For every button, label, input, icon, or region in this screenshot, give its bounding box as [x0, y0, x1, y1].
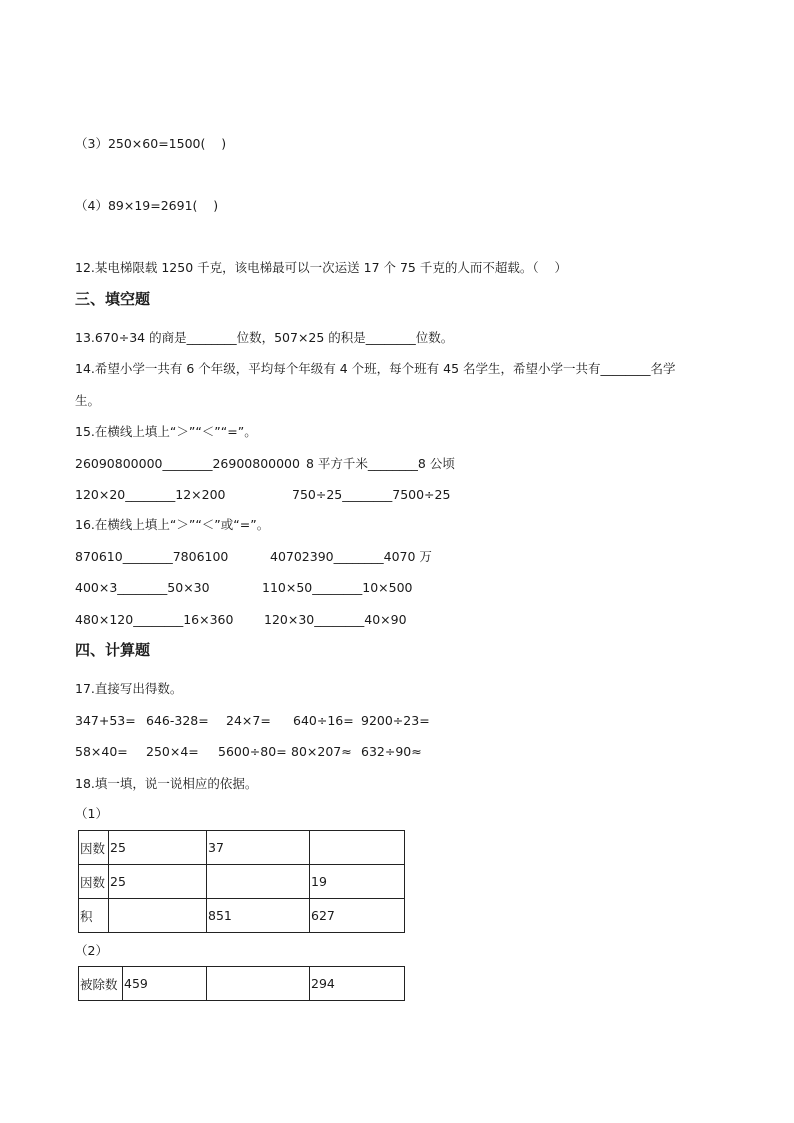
table-cell: 因数 [79, 865, 109, 899]
calc-item: 250×4= [146, 744, 199, 759]
table-cell [109, 899, 207, 933]
table-cell: 被除数 [79, 967, 123, 1001]
table-cell [207, 865, 310, 899]
table-row [79, 899, 405, 933]
table-cell: 37 [207, 831, 310, 865]
question-16-title: 16.在横线上填上“＞”“＜”或“=”。 [75, 517, 270, 532]
q16-item: 870610________7806100 [75, 549, 229, 564]
table-cell: 851 [207, 899, 310, 933]
calc-item: 347+53= [75, 713, 136, 728]
table-row [79, 831, 405, 865]
table-cell: 627 [310, 899, 405, 933]
q16-item: 110×50________10×500 [262, 580, 413, 595]
question-14-line-1: 14.希望小学一共有 6 个年级，平均每个年级有 4 个班，每个班有 45 名学生，希望小学一共有________名学 [75, 361, 676, 376]
q15-item: 8 平方千米________8 公顷 [306, 456, 455, 471]
q16-item: 480×120________16×360 [75, 612, 234, 627]
question-4: （4）89×19=2691( ) [75, 198, 219, 213]
calc-item: 5600÷80= [218, 744, 287, 759]
calc-item: 80×207≈ [291, 744, 352, 759]
q16-item: 400×3________50×30 [75, 580, 210, 595]
table-cell: 25 [109, 865, 207, 899]
table-cell: 19 [310, 865, 405, 899]
dividend-table [78, 966, 405, 1001]
question-3: （3）250×60=1500( ) [75, 136, 227, 151]
q16-item: 40702390________4070 万 [270, 549, 432, 564]
section-4-heading: 四、计算题 [75, 641, 151, 659]
q15-item: 26090800000________26900800000 [75, 456, 300, 471]
table-cell [207, 967, 310, 1001]
question-17-title: 17.直接写出得数。 [75, 681, 183, 696]
table-row [79, 967, 405, 1001]
question-14-line-2: 生。 [75, 393, 101, 408]
calc-item: 24×7= [226, 713, 271, 728]
table-cell: 积 [79, 899, 109, 933]
question-15-title: 15.在横线上填上“＞”“＜”“=”。 [75, 424, 257, 439]
section-3-heading: 三、填空题 [75, 290, 151, 308]
calc-item: 58×40= [75, 744, 128, 759]
q15-item: 750÷25________7500÷25 [292, 487, 451, 502]
question-18-title: 18.填一填，说一说相应的依据。 [75, 776, 258, 791]
calc-item: 640÷16= [293, 713, 354, 728]
q16-item: 120×30________40×90 [264, 612, 407, 627]
question-13: 13.670÷34 的商是________位数，507×25 的积是________位数。 [75, 330, 454, 345]
part-2-label: （2） [75, 943, 108, 958]
calc-item: 632÷90≈ [361, 744, 422, 759]
question-12: 12.某电梯限载 1250 千克，该电梯最可以一次运送 17 个 75 千克的人而不超载。（ ） [75, 260, 567, 275]
calc-item: 646-328= [146, 713, 209, 728]
table-row [79, 865, 405, 899]
calc-item: 9200÷23= [361, 713, 430, 728]
factor-product-table [78, 830, 405, 933]
table-cell: 因数 [79, 831, 109, 865]
table-cell: 294 [310, 967, 405, 1001]
table-cell: 459 [123, 967, 207, 1001]
table-cell: 25 [109, 831, 207, 865]
table-cell [310, 831, 405, 865]
q15-item: 120×20________12×200 [75, 487, 226, 502]
part-1-label: （1） [75, 806, 108, 821]
